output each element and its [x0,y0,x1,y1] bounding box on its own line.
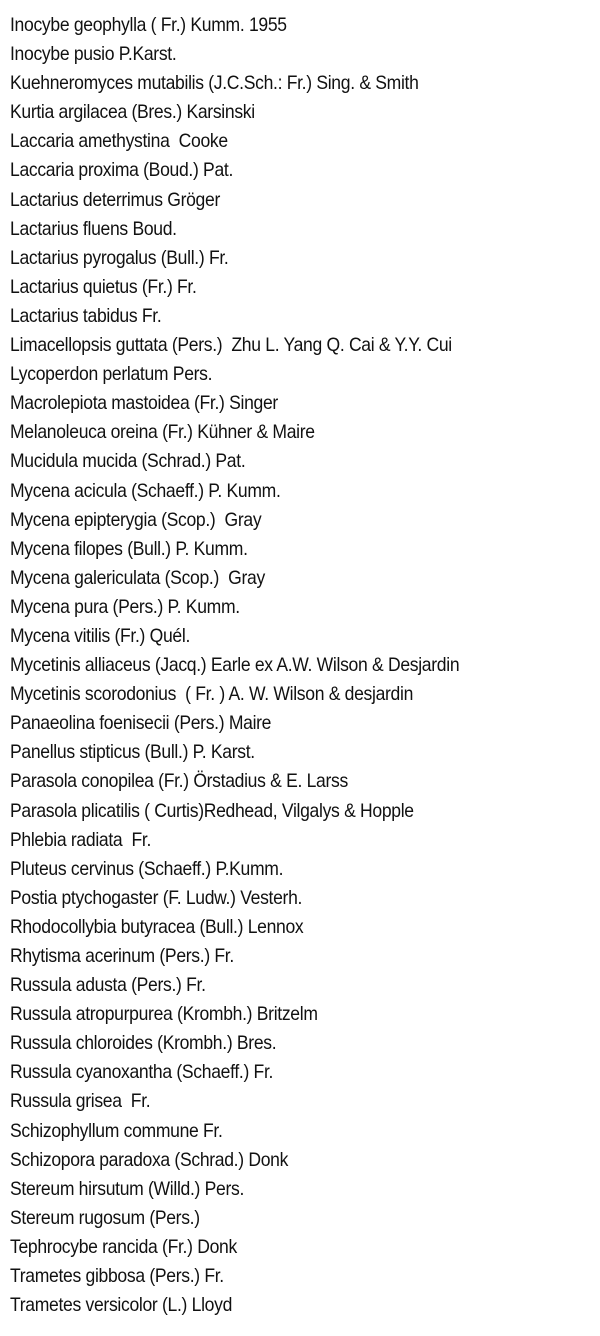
species-item: Lactarius deterrimus Gröger [10,188,220,211]
species-item: Kurtia argilacea (Bres.) Karsinski [10,101,255,124]
species-item: Mycena galericulata (Scop.) Gray [10,566,265,589]
species-item: Parasola conopilea (Fr.) Örstadius & E. Larss [10,770,348,793]
species-item: Mycena epipterygia (Scop.) Gray [10,508,262,531]
species-list [10,11,596,1320]
species-item: Trametes versicolor (L.) Lloyd [10,1294,233,1317]
species-item: Kuehneromyces mutabilis (J.C.Sch.: Fr.) Sing. & Smith [10,72,419,95]
species-item: Mycena pura (Pers.) P. Kumm. [10,595,240,618]
species-item: Lactarius fluens Boud. [10,217,177,240]
species-item: Macrolepiota mastoidea (Fr.) Singer [10,392,278,415]
species-item: Russula atropurpurea (Krombh.) Britzelm [10,1003,318,1026]
species-item: Mycetinis scorodonius ( Fr. ) A. W. Wilson & desjardin [10,683,414,706]
species-item: Stereum hirsutum (Willd.) Pers. [10,1177,245,1200]
species-item: Mucidula mucida (Schrad.) Pat. [10,450,246,473]
species-item: Panellus stipticus (Bull.) P. Karst. [10,741,255,764]
species-item: Phlebia radiata Fr. [10,828,152,851]
species-item: Inocybe pusio P.Karst. [10,43,177,66]
species-item: Russula chloroides (Krombh.) Bres. [10,1032,277,1055]
species-item: Mycetinis alliaceus (Jacq.) Earle ex A.W. Wilson & Desjardin [10,654,460,677]
species-item: Mycena filopes (Bull.) P. Kumm. [10,537,248,560]
species-item: Pluteus cervinus (Schaeff.) P.Kumm. [10,857,284,880]
species-item: Lactarius quietus (Fr.) Fr. [10,275,197,298]
species-item: Parasola plicatilis ( Curtis)Redhead, Vilgalys & Hopple [10,799,414,822]
species-item: Russula adusta (Pers.) Fr. [10,974,206,997]
species-item: Lycoperdon perlatum Pers. [10,363,213,386]
species-item: Panaeolina foenisecii (Pers.) Maire [10,712,272,735]
species-item: Mycena acicula (Schaeff.) P. Kumm. [10,479,281,502]
species-item: Postia ptychogaster (F. Ludw.) Vesterh. [10,886,303,909]
species-item: Russula grisea Fr. [10,1090,151,1113]
species-item: Laccaria amethystina Cooke [10,130,228,153]
species-item: Rhodocollybia butyracea (Bull.) Lennox [10,915,304,938]
species-item: Russula cyanoxantha (Schaeff.) Fr. [10,1061,274,1084]
species-item: Lactarius pyrogalus (Bull.) Fr. [10,246,229,269]
species-item: Tephrocybe rancida (Fr.) Donk [10,1235,237,1258]
species-item: Limacellopsis guttata (Pers.) Zhu L. Yang Q. Cai & Y.Y. Cui [10,334,452,357]
species-item: Inocybe geophylla ( Fr.) Kumm. 1955 [10,14,287,36]
species-item: Melanoleuca oreina (Fr.) Kühner & Maire [10,421,315,444]
species-item: Schizophyllum commune Fr. [10,1119,223,1142]
species-item: Lactarius tabidus Fr. [10,304,162,327]
species-item: Laccaria proxima (Boud.) Pat. [10,159,234,182]
species-item: Rhytisma acerinum (Pers.) Fr. [10,945,234,967]
species-item: Stereum rugosum (Pers.) [10,1206,200,1229]
species-item: Schizopora paradoxa (Schrad.) Donk [10,1148,289,1171]
species-item: Mycena vitilis (Fr.) Quél. [10,624,191,647]
species-item: Trametes gibbosa (Pers.) Fr. [10,1265,224,1288]
